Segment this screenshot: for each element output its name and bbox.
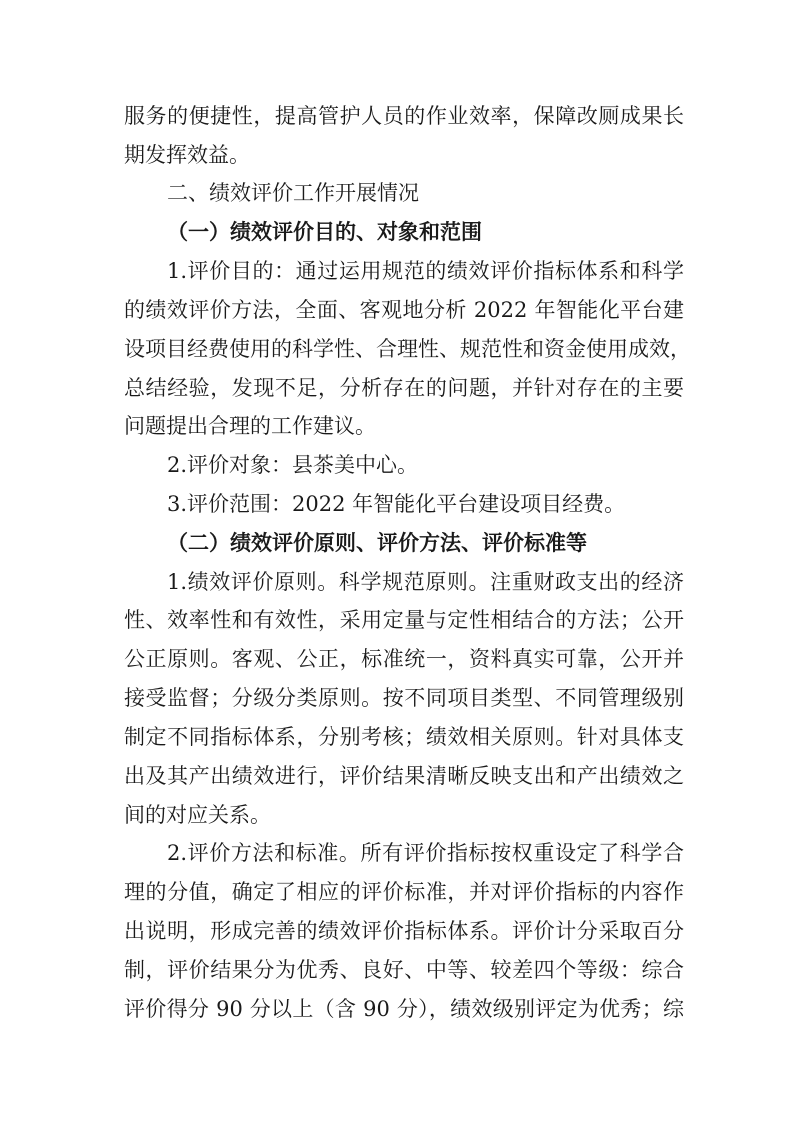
subsection-heading: （二）绩效评价原则、评价方法、评价标准等 [167,530,587,555]
body-text-line: 1.评价目的：通过运用规范的绩效评价指标体系和科学 [167,259,684,283]
subsection-heading: （一）绩效评价目的、对象和范围 [167,219,482,244]
body-text-line: 2.评价对象：县茶美中心。 [167,453,419,477]
body-text-line: 出说明，形成完善的绩效评价指标体系。评价计分采取百分 [124,919,684,943]
body-text-line: 性、效率性和有效性，采用定量与定性相结合的方法；公开 [124,608,684,632]
body-text-line: 设项目经费使用的科学性、合理性、规范性和资金使用成效， [124,337,691,361]
body-text-line: 期发挥效益。 [124,143,250,167]
body-text-line: 问题提出合理的工作建议。 [124,414,376,438]
body-text-line: 的绩效评价方法，全面、客观地分析 2022 年智能化平台建 [124,298,684,322]
body-text-line: 评价得分 90 分以上（含 90 分），绩效级别评定为优秀；综 [124,997,684,1021]
body-text-line: 制定不同指标体系，分别考核；绩效相关原则。针对具体支 [124,725,684,749]
body-text-line: 制，评价结果分为优秀、良好、中等、较差四个等级：综合 [124,958,684,982]
body-text-line: 总结经验，发现不足，分析存在的问题，并针对存在的主要 [124,376,684,400]
body-text-line: 服务的便捷性，提高管护人员的作业效率，保障改厕成果长 [124,104,684,128]
section-heading: 二、绩效评价工作开展情况 [167,181,419,205]
body-text-line: 2.评价方法和标准。所有评价指标按权重设定了科学合 [167,841,684,865]
body-text-line: 3.评价范围：2022 年智能化平台建设项目经费。 [167,492,626,516]
body-text-line: 间的对应关系。 [124,803,271,827]
body-text-line: 接受监督；分级分类原则。按不同项目类型、不同管理级别 [124,686,684,710]
body-text-line: 1.绩效评价原则。科学规范原则。注重财政支出的经济 [167,570,684,594]
body-text-line: 出及其产出绩效进行，评价结果清晰反映支出和产出绩效之 [124,764,684,788]
body-text-line: 理的分值，确定了相应的评价标准，并对评价指标的内容作 [124,880,684,904]
body-text-line: 公正原则。客观、公正，标准统一，资料真实可靠，公开并 [124,647,684,671]
